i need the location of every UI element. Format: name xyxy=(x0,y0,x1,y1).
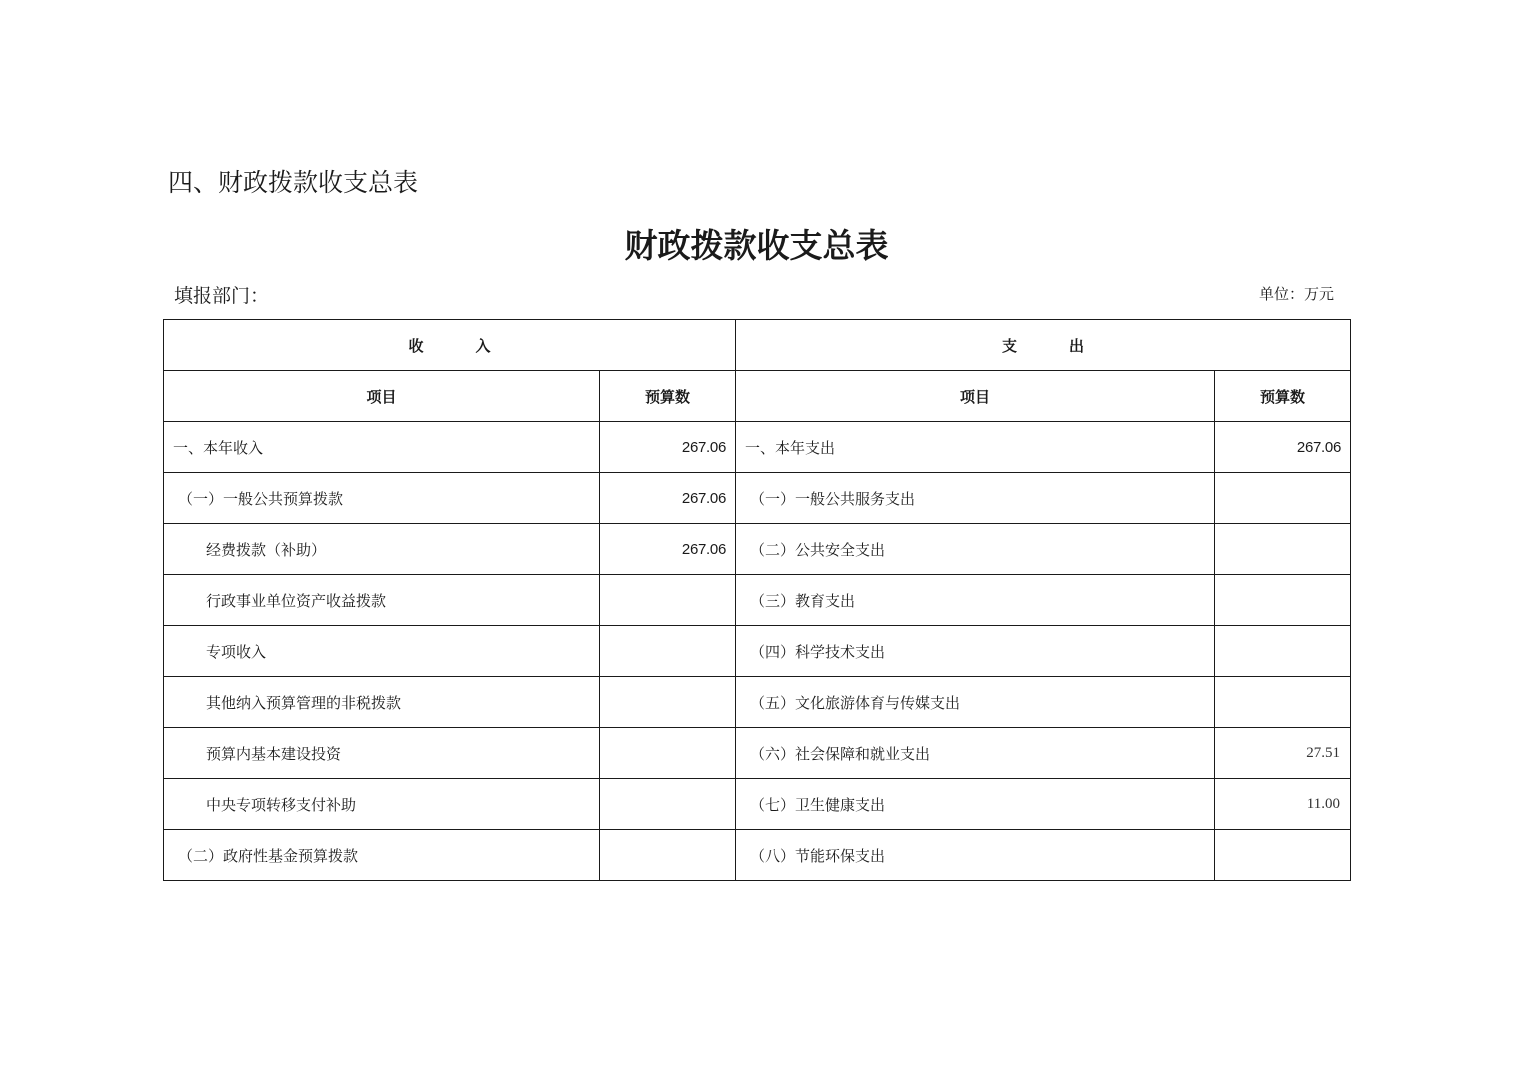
table-row xyxy=(164,473,1351,524)
table-row xyxy=(164,626,1351,677)
expense-item: （一）一般公共服务支出 xyxy=(736,473,1215,524)
expense-item: （五）文化旅游体育与传媒支出 xyxy=(736,677,1215,728)
income-item: （一）一般公共预算拨款 xyxy=(164,473,600,524)
income-item: 经费拨款（补助） xyxy=(164,524,600,575)
income-item: 其他纳入预算管理的非税拨款 xyxy=(164,677,600,728)
expense-value xyxy=(1215,524,1351,575)
expense-value xyxy=(1215,677,1351,728)
table-row xyxy=(164,575,1351,626)
section-heading: 四、财政拨款收支总表 xyxy=(168,168,419,197)
income-value xyxy=(600,677,736,728)
expense-value xyxy=(1215,626,1351,677)
income-value: 267.06 xyxy=(600,422,736,473)
expense-item-column-header: 项目 xyxy=(736,371,1215,422)
reporting-department-label: 填报部门： xyxy=(174,285,270,307)
table-row xyxy=(164,524,1351,575)
expense-item: （三）教育支出 xyxy=(736,575,1215,626)
expense-value: 267.06 xyxy=(1215,422,1351,473)
expense-value xyxy=(1215,473,1351,524)
income-value xyxy=(600,830,736,881)
income-item: 行政事业单位资产收益拨款 xyxy=(164,575,600,626)
income-value xyxy=(600,575,736,626)
income-item: （二）政府性基金预算拨款 xyxy=(164,830,600,881)
table-row xyxy=(164,422,1351,473)
expense-value xyxy=(1215,830,1351,881)
income-value xyxy=(600,626,736,677)
budget-summary-table xyxy=(163,319,1351,881)
income-value xyxy=(600,728,736,779)
expense-value: 11.00 xyxy=(1215,779,1351,830)
table-row xyxy=(164,728,1351,779)
expense-budget-column-header: 预算数 xyxy=(1215,371,1351,422)
table-row xyxy=(164,830,1351,881)
income-item: 专项收入 xyxy=(164,626,600,677)
income-item: 一、本年收入 xyxy=(164,422,600,473)
expense-section-header: 支 出 xyxy=(736,320,1351,371)
unit-label: 单位：万元 xyxy=(1259,285,1335,303)
income-item: 预算内基本建设投资 xyxy=(164,728,600,779)
expense-value xyxy=(1215,575,1351,626)
table-section-header-row xyxy=(164,320,1351,371)
expense-item: （二）公共安全支出 xyxy=(736,524,1215,575)
income-item-column-header: 项目 xyxy=(164,371,600,422)
expense-item: （四）科学技术支出 xyxy=(736,626,1215,677)
expense-item: （六）社会保障和就业支出 xyxy=(736,728,1215,779)
income-value xyxy=(600,779,736,830)
table-row xyxy=(164,779,1351,830)
income-value: 267.06 xyxy=(600,473,736,524)
income-section-header: 收 入 xyxy=(164,320,736,371)
income-value: 267.06 xyxy=(600,524,736,575)
expense-item: （七）卫生健康支出 xyxy=(736,779,1215,830)
income-budget-column-header: 预算数 xyxy=(600,371,736,422)
expense-item: （八）节能环保支出 xyxy=(736,830,1215,881)
expense-value: 27.51 xyxy=(1215,728,1351,779)
expense-item: 一、本年支出 xyxy=(736,422,1215,473)
page-title: 财政拨款收支总表 xyxy=(624,226,889,265)
table-column-header-row xyxy=(164,371,1351,422)
income-item: 中央专项转移支付补助 xyxy=(164,779,600,830)
table-row xyxy=(164,677,1351,728)
